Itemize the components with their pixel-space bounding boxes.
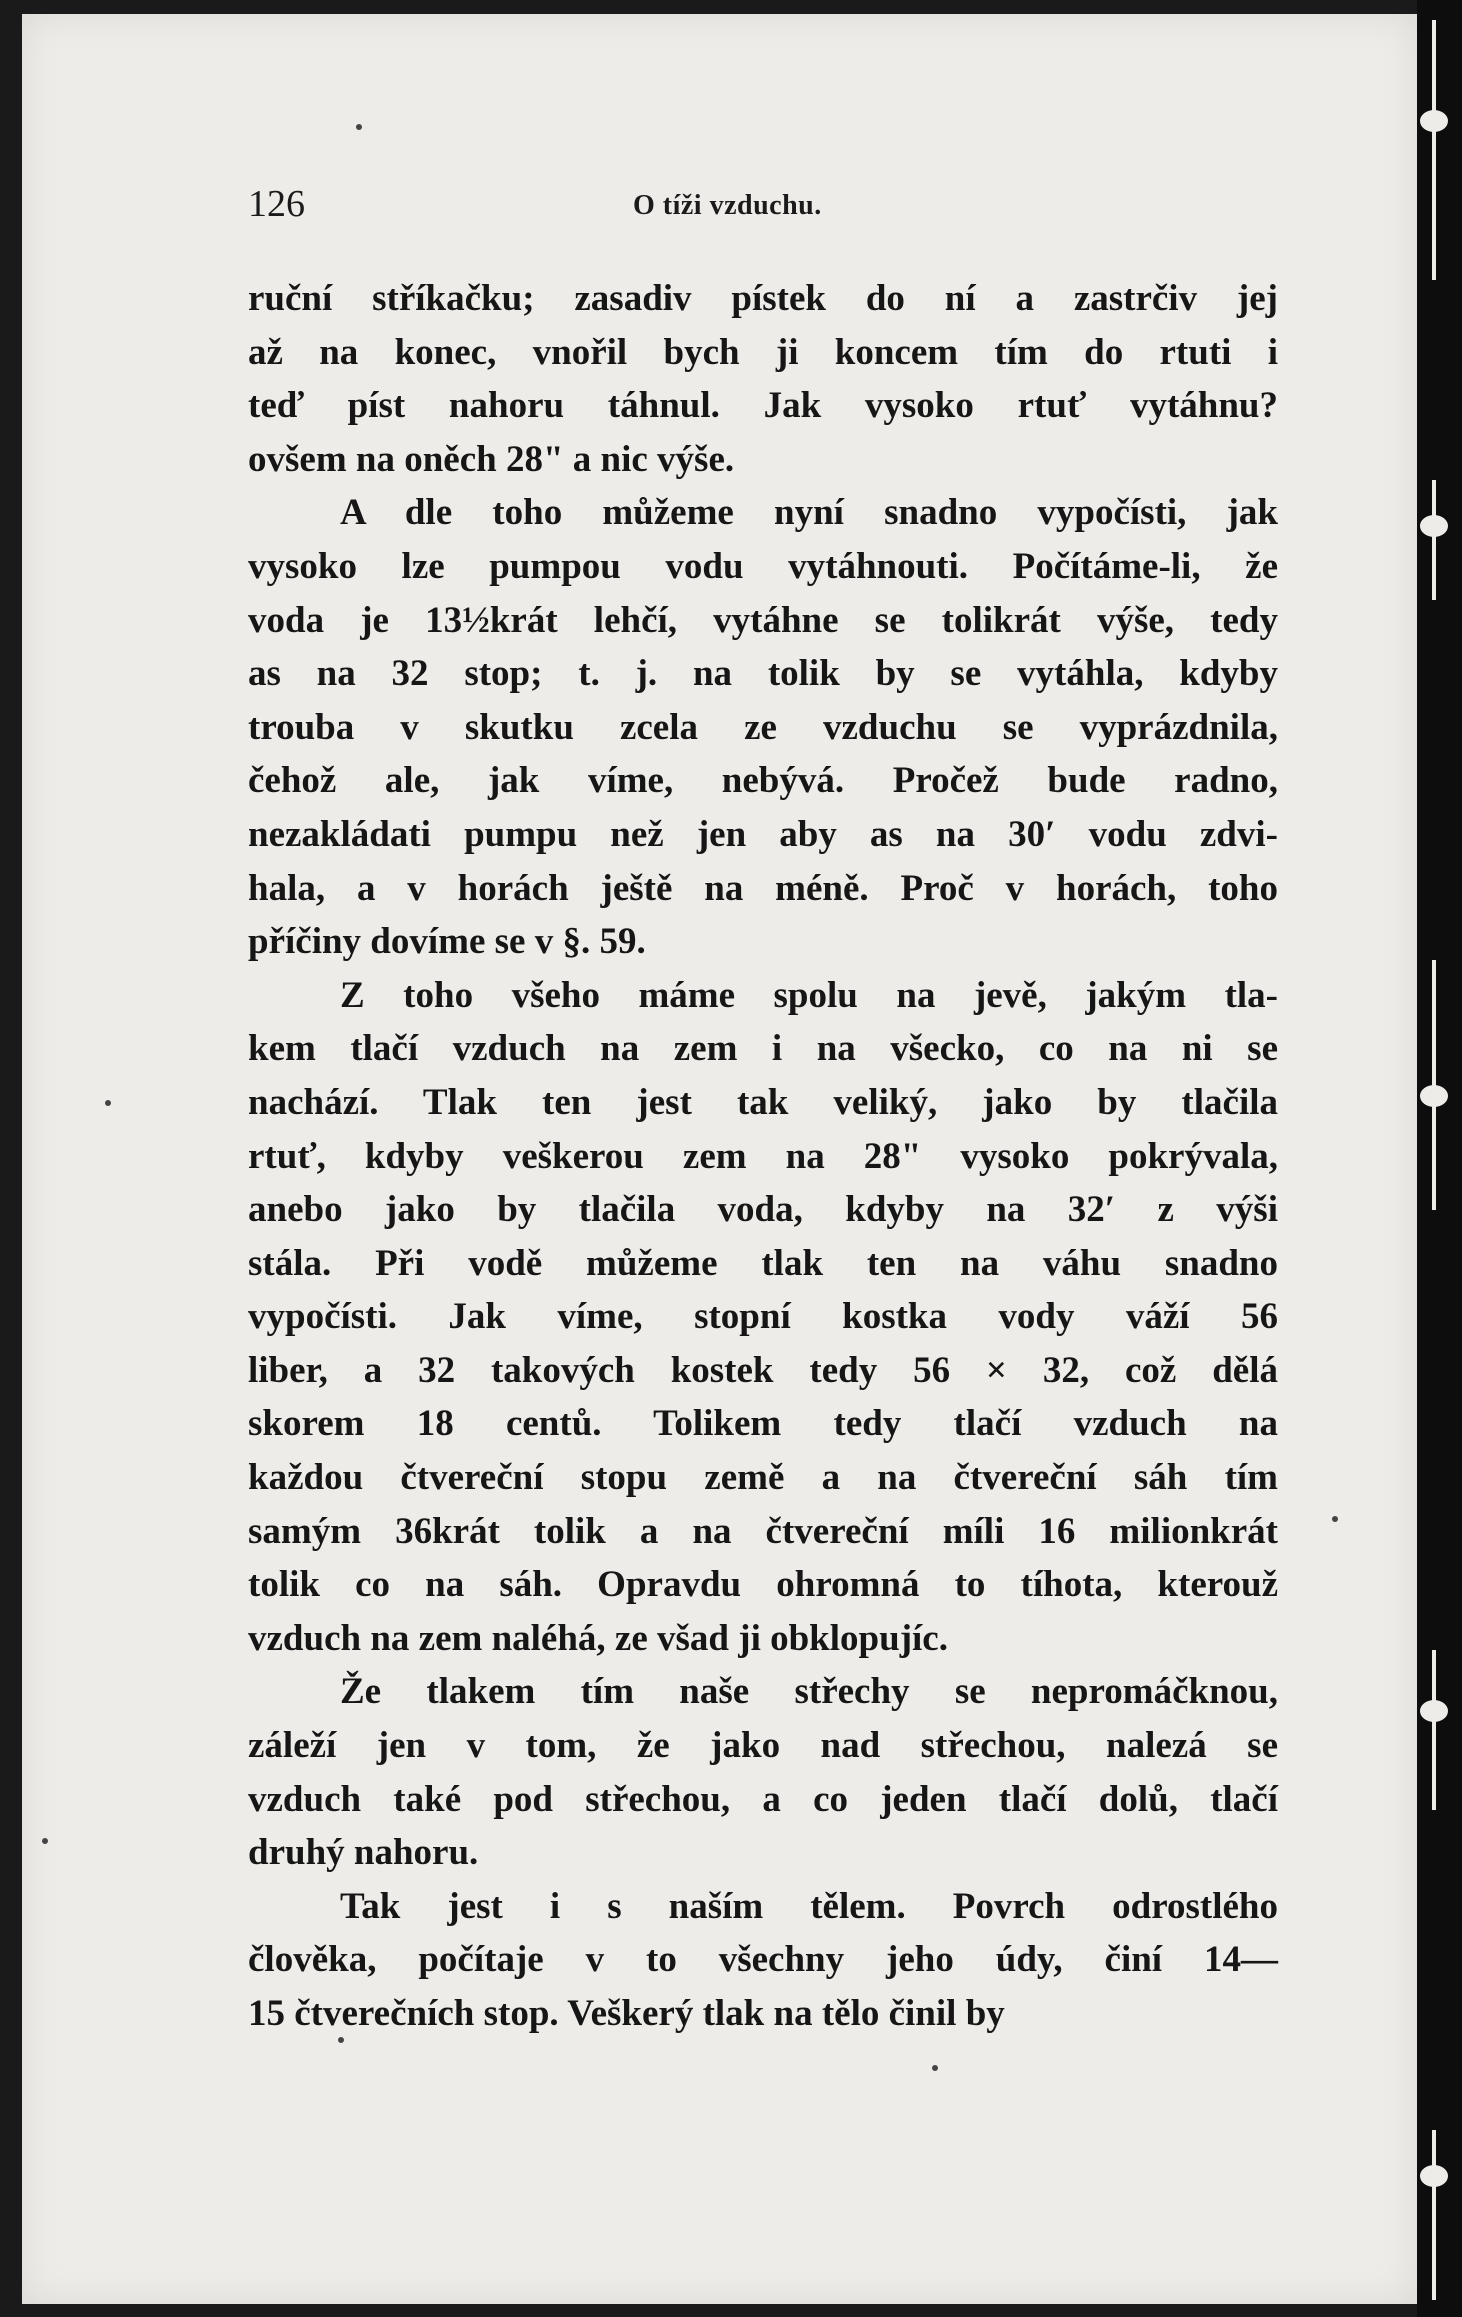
text-line: Tak jest i s naším tělem. Povrch odrostlého xyxy=(340,1885,1278,1927)
text-line: ruční stříkačku; zasadiv pístek do ní a zastrčiv jej xyxy=(248,278,1278,319)
text-line: každou čtvereční stopu země a na čtvereční sáh tím xyxy=(248,1457,1278,1499)
paper-speck xyxy=(42,1838,48,1844)
paper-speck xyxy=(1332,1516,1338,1522)
text-line: as na 32 stop; t. j. na tolik by se vytáhla, kdyby xyxy=(248,653,1278,695)
text-line: vysoko lze pumpou vodu vytáhnouti. Počítáme-li, že xyxy=(248,545,1278,587)
text-line: A dle toho můžeme nyní snadno vypočísti, jak xyxy=(340,492,1278,534)
binding-knot xyxy=(1420,1700,1448,1722)
text-line: vzduch na zem naléhá, ze všad ji obklopujíc. xyxy=(248,1617,948,1659)
text-line: tolik co na sáh. Opravdu ohromná to tíhota, kterouž xyxy=(248,1564,1278,1606)
body-text xyxy=(248,272,1278,2041)
text-line: nachází. Tlak ten jest tak veliký, jako by tlačila xyxy=(248,1081,1278,1123)
paragraph xyxy=(248,486,1278,968)
text-line: rtuť, kdyby veškerou zem na 28" vysoko pokrývala, xyxy=(248,1135,1278,1177)
binding-thread xyxy=(1432,20,1436,280)
text-line: voda je 13½krát lehčí, vytáhne se tolikrát výše, tedy xyxy=(248,599,1278,641)
text-line: ovšem na oněch 28" a nic výše. xyxy=(248,438,735,480)
paper-speck xyxy=(356,124,362,130)
text-line: až na konec, vnořil bych ji koncem tím do rtuti i xyxy=(248,331,1278,373)
text-line: skorem 18 centů. Tolikem tedy tlačí vzduch na xyxy=(248,1403,1278,1445)
text-line: záleží jen v tom, že jako nad střechou, nalezá se xyxy=(248,1725,1278,1767)
text-line: druhý nahoru. xyxy=(248,1832,479,1874)
text-line: trouba v skutku zcela ze vzduchu se vyprázdnila, xyxy=(248,706,1278,748)
binding-thread xyxy=(1432,480,1436,600)
binding-knot xyxy=(1420,110,1448,132)
paragraph xyxy=(248,1880,1278,2041)
text-line: Že tlakem tím naše střechy se nepromáčknou, xyxy=(340,1671,1278,1713)
binding-knot xyxy=(1420,1085,1448,1107)
paper-speck xyxy=(932,2065,938,2071)
text-line: kem tlačí vzduch na zem i na všecko, co na ni se xyxy=(248,1028,1278,1070)
text-line: Z toho všeho máme spolu na jevě, jakým tla- xyxy=(340,974,1278,1016)
text-line: anebo jako by tlačila voda, kdyby na 32′ z výši xyxy=(248,1189,1278,1231)
binding-knot xyxy=(1420,2165,1448,2187)
text-line: vzduch také pod střechou, a co jeden tlačí dolů, tlačí xyxy=(248,1778,1278,1820)
binding-thread xyxy=(1432,1650,1436,1810)
page-header xyxy=(248,182,1278,242)
binding-thread xyxy=(1432,2130,1436,2300)
paragraph xyxy=(248,969,1278,1666)
text-line: liber, a 32 takových kostek tedy 56 × 32, což dělá xyxy=(248,1349,1278,1391)
text-line: samým 36krát tolik a na čtvereční míli 16 milionkrát xyxy=(248,1510,1278,1552)
binding-edge xyxy=(1417,0,1462,2317)
paragraph xyxy=(248,1665,1278,1879)
page-number: 126 xyxy=(248,183,305,225)
text-line: nezakládati pumpu než jen aby as na 30′ vodu zdvi- xyxy=(248,813,1278,855)
paper-speck xyxy=(105,1100,111,1106)
text-line: hala, a v horách ještě na méně. Proč v horách, toho xyxy=(248,867,1278,909)
text-line: teď píst nahoru táhnul. Jak vysoko rtuť vytáhnu? xyxy=(248,385,1278,427)
text-line: vypočísti. Jak víme, stopní kostka vody váží 56 xyxy=(248,1296,1278,1338)
text-line: čehož ale, jak víme, nebývá. Pročež bude radno, xyxy=(248,760,1278,802)
text-line: příčiny dovíme se v §. 59. xyxy=(248,921,646,963)
running-head: O tíži vzduchu. xyxy=(633,190,822,221)
text-line: člověka, počítaje v to všechny jeho údy, činí 14— xyxy=(248,1939,1278,1981)
text-line: stála. Při vodě můžeme tlak ten na váhu snadno xyxy=(248,1242,1278,1284)
paragraph xyxy=(248,272,1278,486)
text-line: 15 čtverečních stop. Veškerý tlak na tělo činil by xyxy=(248,1993,1005,2034)
binding-knot xyxy=(1420,515,1448,537)
